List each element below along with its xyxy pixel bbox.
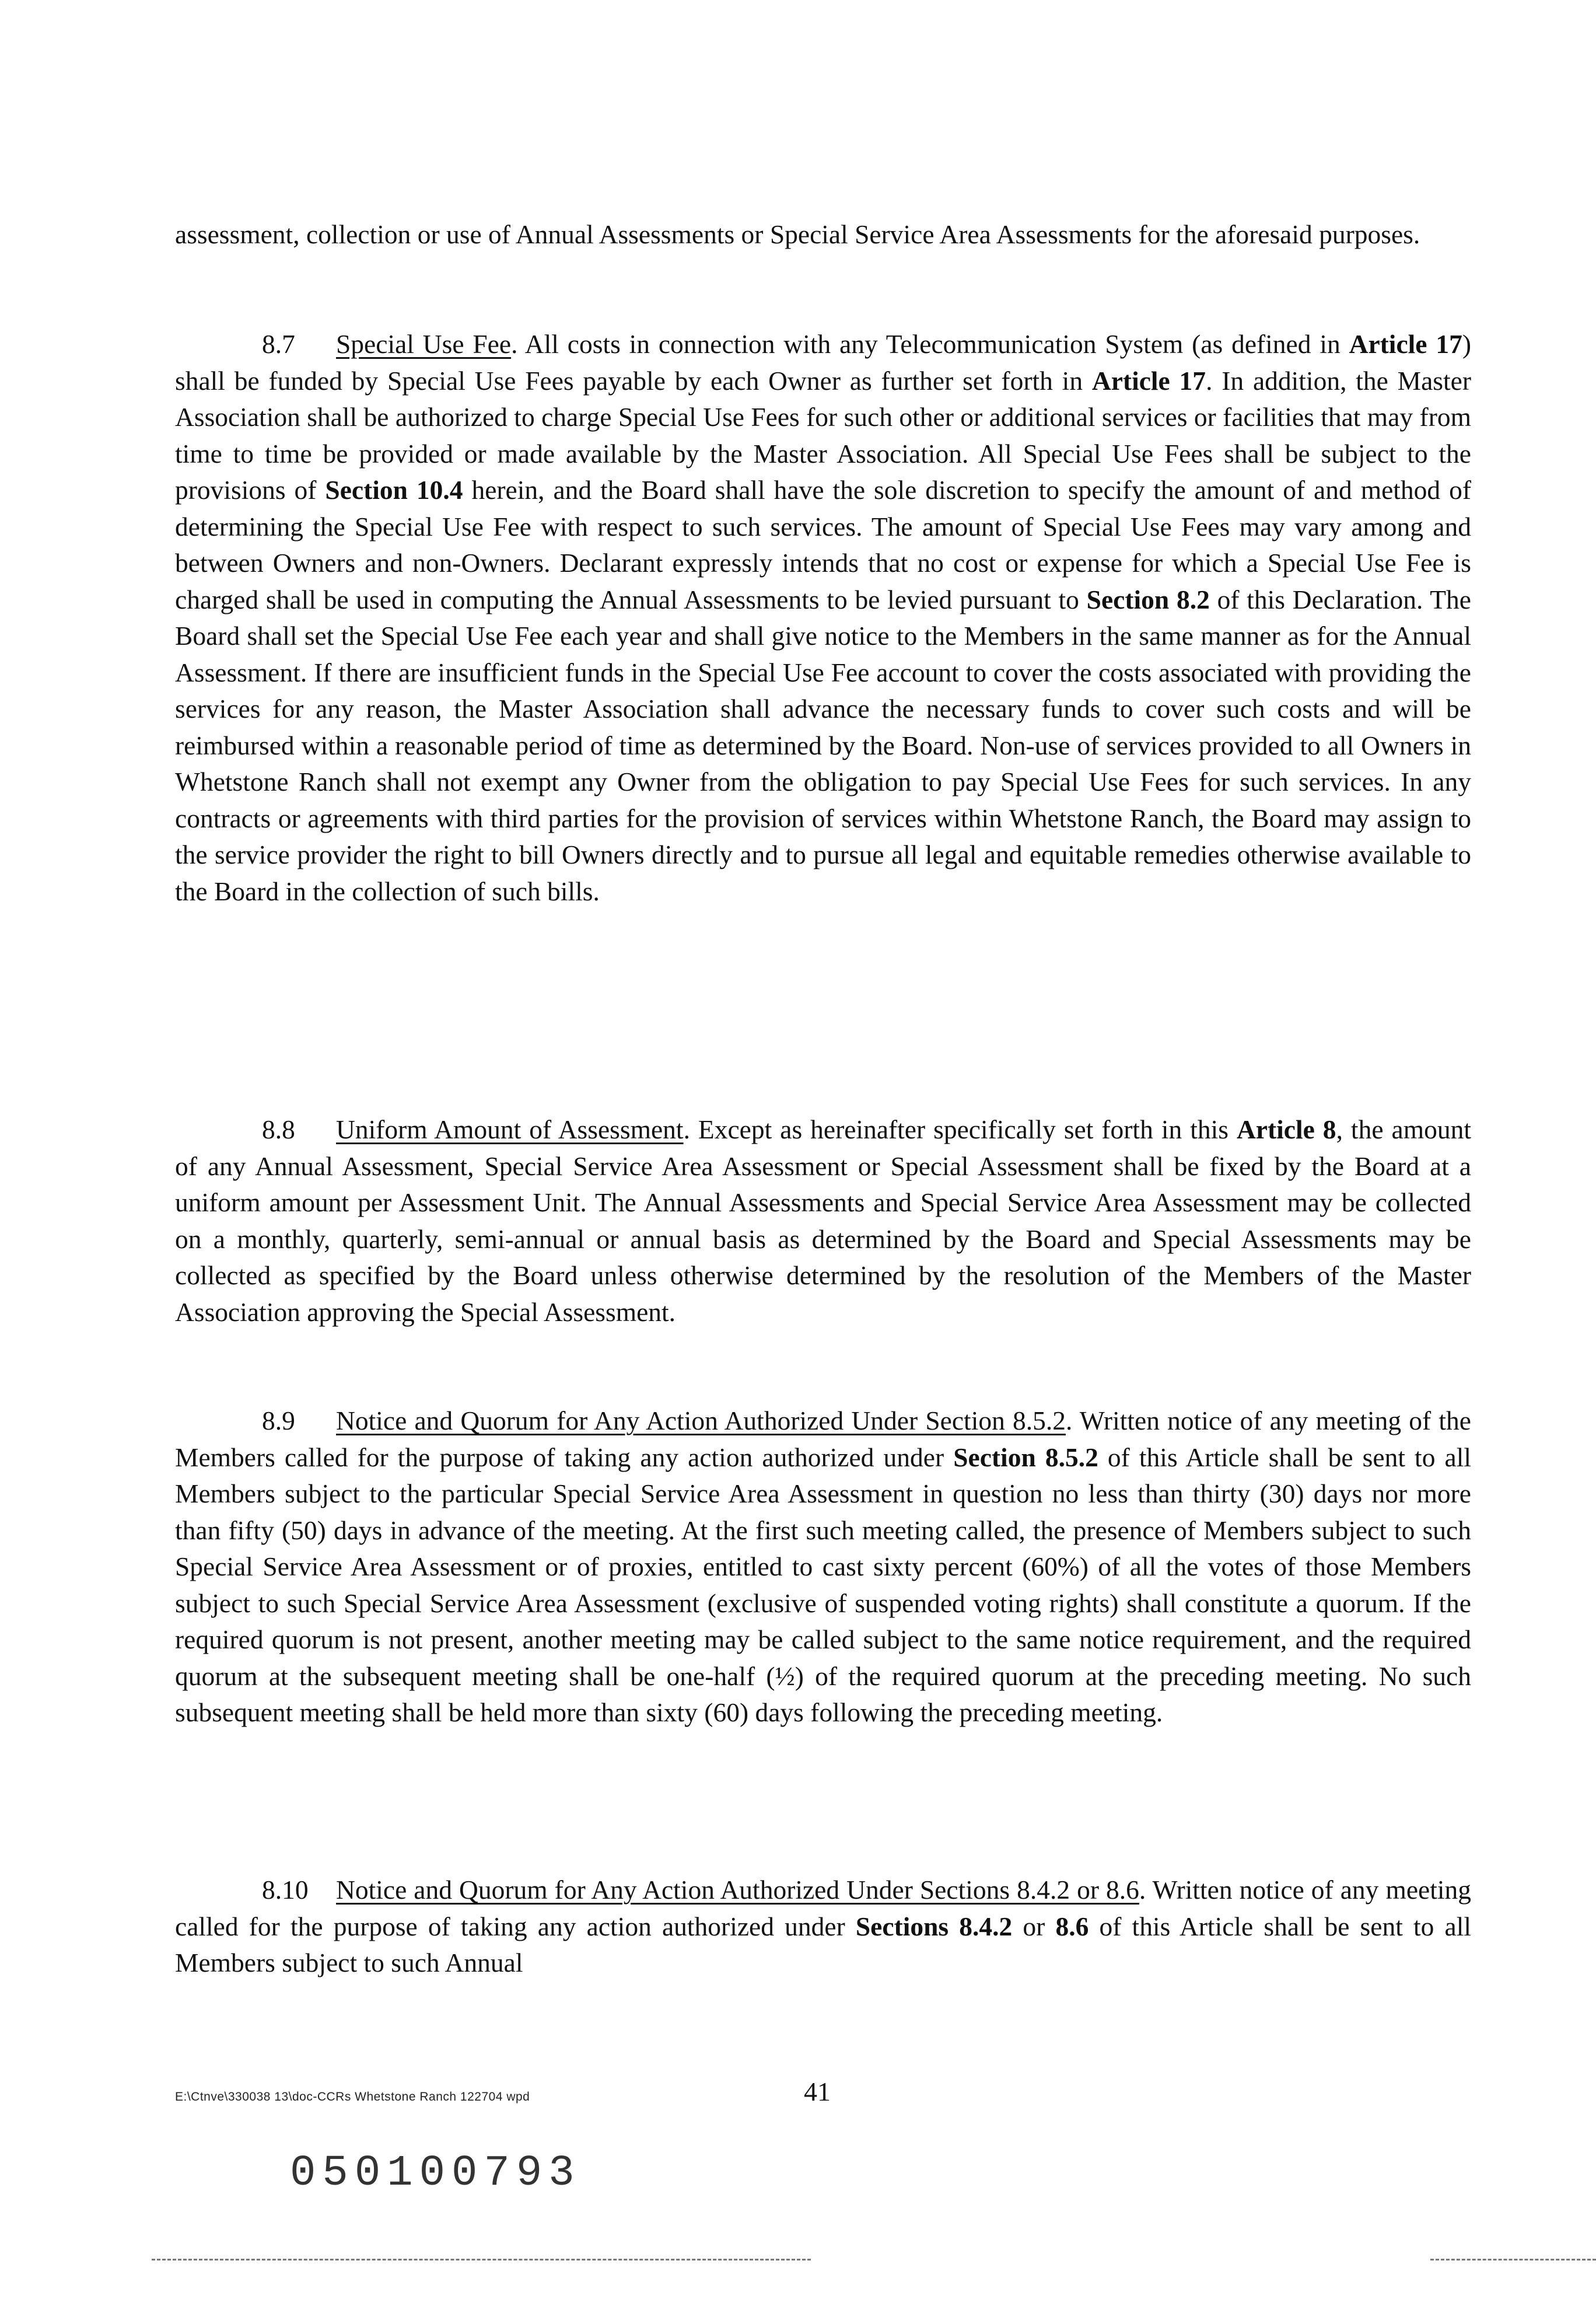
section-text: . All costs in connection with any Telecommunication System (as defined in — [511, 329, 1349, 359]
section-reference: Section 10.4 — [325, 475, 463, 505]
section-text: , the amount of any Annual Assessment, Special Service Area Assessment or Special Assessment shall be fixed by the Board at a uniform amount per Assessment Unit. The Annual Assessments and Special Service Area Assessment may be collected on a monthly, quarterly, semi-annual or annual basis as determined by the Board and Special Assessments may be collected as specified by the Board unless otherwise determined by the resolution of the Members of the Master Association approving the Special Assessment. — [175, 1114, 1471, 1327]
section-number: 8.8 — [262, 1114, 295, 1144]
section-8-10-paragraph — [175, 1872, 1471, 1982]
section-text: of this Article shall be sent to all Members subject to the particular Special Service Area Assessment in question no less than thirty (30) days nor more than fifty (50) days in advance of the meeting. At the first such meeting called, the presence of Members subject to such Special Service Area Assessment or of proxies, entitled to cast sixty percent (60%) of all the votes of those Members subject to such Special Service Area Assessment (exclusive of suspended voting rights) shall constitute a quorum. If the required quorum is not present, another meeting may be called subject to the same notice requirement, and the required quorum at the subsequent meeting shall be one-half (½) of the required quorum at the preceding meeting. No such subsequent meeting shall be held more than sixty (60) days following the preceding meeting. — [175, 1442, 1472, 1727]
section-heading: Special Use Fee — [336, 329, 512, 359]
section-reference: Sections 8.4.2 — [855, 1911, 1013, 1941]
section-8-8-paragraph — [175, 1112, 1471, 1330]
section-heading: Notice and Quorum for Any Action Authorized Under Sections 8.4.2 or 8.6 — [336, 1875, 1139, 1905]
scan-edge-line — [1430, 2259, 1596, 2260]
section-text: . Except as hereinafter specifically set forth in this — [683, 1114, 1237, 1144]
section-reference: 8.6 — [1055, 1911, 1089, 1941]
section-text: . Written notice of any meeting of the Members called for the purpose of taking any action authorized under — [175, 1406, 1471, 1472]
article-reference: Article 8 — [1236, 1114, 1336, 1144]
section-text: or — [1012, 1911, 1056, 1941]
document-stamp-number: 050100793 — [290, 2149, 581, 2198]
section-text: of this Article shall be sent to all Members subject to such Annual — [175, 1911, 1472, 1977]
section-text: . Written notice of any meeting called for the purpose of taking any action authorized under — [175, 1875, 1472, 1941]
section-reference: Section 8.5.2 — [953, 1442, 1098, 1472]
section-heading: Uniform Amount of Assessment — [336, 1114, 684, 1144]
section-number: 8.7 — [262, 329, 295, 359]
page-number: 41 — [804, 2077, 831, 2106]
section-number: 8.10 — [262, 1875, 309, 1905]
footer-file-path: E:\Ctnve\330038 13\doc-CCRs Whetstone Ranch 122704 wpd — [175, 2090, 530, 2104]
section-text: herein, and the Board shall have the sole discretion to specify the amount of and method of determining the Special Use Fee with respect to such services. The amount of Special Use Fees may vary among and between Owners and non-Owners. Declarant expressly intends that no cost or expense for which a Special Use Fee is charged shall be used in computing the Annual Assessments to be levied pursuant to — [175, 475, 1472, 614]
section-text: ) shall be funded by Special Use Fees payable by each Owner as further set forth in — [175, 329, 1471, 396]
section-heading: Notice and Quorum for Any Action Authorized Under Section 8.5.2 — [336, 1406, 1066, 1435]
section-number: 8.9 — [262, 1406, 295, 1435]
intro-text: assessment, collection or use of Annual Assessments or Special Service Area Assessments for the aforesaid purposes. — [175, 219, 1420, 249]
article-reference: Article 17 — [1091, 365, 1206, 396]
intro-paragraph — [175, 216, 1471, 253]
section-text: . In addition, the Master Association shall be authorized to charge Special Use Fees for such other or additional services or facilities that may from time to time be provided or made available by the Master Association. All Special Use Fees shall be subject to the provisions of — [175, 365, 1471, 505]
section-8-9-paragraph — [175, 1403, 1471, 1731]
section-reference: Section 8.2 — [1086, 584, 1210, 614]
scan-edge-line — [152, 2259, 811, 2260]
article-reference: Article 17 — [1349, 329, 1462, 359]
section-text: of this Declaration. The Board shall set the Special Use Fee each year and shall give notice to the Members in the same manner as for the Annual Assessment. If there are insufficient funds in the Special Use Fee account to cover the costs associated with providing the services for any reason, the Master Association shall advance the necessary funds to cover such costs and will be reimbursed within a reasonable period of time as determined by the Board. Non-use of services provided to all Owners in Whetstone Ranch shall not exempt any Owner from the obligation to pay Special Use Fees for such services. In any contracts or agreements with third parties for the provision of services within Whetstone Ranch, the Board may assign to the service provider the right to bill Owners directly and to pursue all legal and equitable remedies otherwise available to the Board in the collection of such bills. — [175, 584, 1471, 906]
section-8-7-paragraph — [175, 326, 1471, 910]
